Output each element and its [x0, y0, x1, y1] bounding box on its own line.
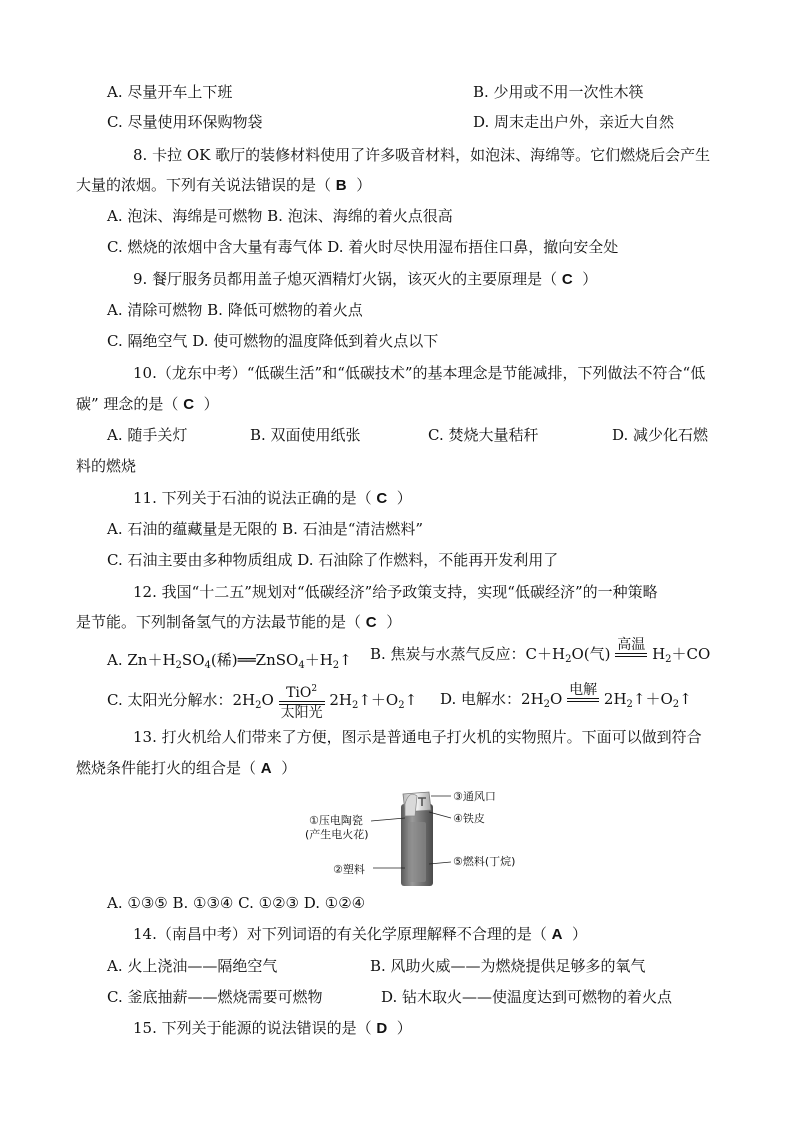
q14-option-a: A. 火上浇油——隔绝空气	[107, 957, 278, 975]
figure-label-5: ⑤燃料(丁烷)	[453, 855, 516, 868]
q11-answer: C	[376, 490, 388, 507]
q14-option-b: B. 风助火威——为燃烧提供足够多的氧气	[370, 957, 646, 975]
q13-stem-line2: 燃烧条件能打火的组合是（ A ）	[76, 759, 297, 777]
figure-label-1b: (产生电火花)	[305, 828, 369, 841]
q10-stem-line1: 10.（龙东中考）“低碳生活”和“低碳技术”的基本理念是节能减排，下列做法不符合“低	[133, 364, 706, 382]
q13-answer: A	[260, 760, 272, 777]
q7-option-a: A. 尽量开车上下班	[107, 83, 233, 101]
figure-label-3: ③通风口	[453, 790, 496, 803]
q7-option-d: D. 周末走出户外，亲近大自然	[473, 113, 675, 131]
q12-stem-line2: 是节能。下列制备氢气的方法最节能的是（ C ）	[76, 613, 402, 631]
q12-d-condition: 电解	[567, 682, 599, 718]
q14-answer: A	[551, 926, 563, 943]
q13-stem-line1: 13. 打火机给人们带来了方便，图示是普通电子打火机的实物照片。下面可以做到符合	[133, 728, 702, 746]
q12-answer: C	[365, 614, 377, 631]
figure-label-2: ②塑料	[333, 863, 365, 876]
q10-option-a: A. 随手关灯	[107, 426, 188, 444]
q11-options-ab: A. 石油的蕴藏量是无限的 B. 石油是“清洁燃料”	[107, 520, 424, 538]
lighter-figure	[305, 788, 545, 888]
q8-stem-line2: 大量的浓烟。下列有关说法错误的是（ B ）	[76, 176, 372, 194]
q13-options: A. ①③⑤ B. ①③④ C. ①②③ D. ①②④	[107, 894, 366, 912]
figure-label-1a: ①压电陶瓷	[309, 814, 363, 827]
q10-stem-line2: 碳” 理念的是（ C ）	[76, 395, 219, 413]
q10-answer: C	[183, 396, 195, 413]
q9-answer: C	[561, 271, 573, 288]
q9-options-cd: C. 隔绝空气 D. 使可燃物的温度降低到着火点以下	[107, 332, 439, 350]
q8-options-cd: C. 燃烧的浓烟中含大量有毒气体 D. 着火时尽快用湿布捂住口鼻，撤向安全处	[107, 238, 619, 256]
q9-stem: 9. 餐厅服务员都用盖子熄灭酒精灯火锅，该灭火的主要原理是（ C ）	[133, 270, 598, 288]
q10-option-d: D. 减少化石燃	[612, 426, 709, 444]
q7-option-c: C. 尽量使用环保购物袋	[107, 113, 263, 131]
q14-option-c: C. 釜底抽薪——燃烧需要可燃物	[107, 988, 323, 1006]
q12-option-a: A. $Zn+H_2SO_4$(稀)$══ZnSO_4+H_2↑$	[107, 651, 352, 671]
q8-stem-line1: 8. 卡拉 OK 歌厅的装修材料使用了许多吸音材料，如泡沫、海绵等。它们燃烧后会产生	[133, 146, 711, 164]
q10-option-d-cont: 料的燃烧	[76, 457, 137, 475]
q9-options-ab: A. 清除可燃物 B. 降低可燃物的着火点	[107, 301, 363, 319]
q12-b-condition: 高温	[615, 637, 647, 673]
q8-options-ab: A. 泡沫、海绵是可燃物 B. 泡沫、海绵的着火点很高	[107, 207, 453, 225]
q10-option-c: C. 焚烧大量秸秆	[428, 426, 539, 444]
q10-option-b: B. 双面使用纸张	[250, 426, 361, 444]
q15-answer: D	[376, 1020, 388, 1037]
figure-label-4: ④铁皮	[453, 812, 485, 825]
q14-option-d: D. 钻木取火——使温度达到可燃物的着火点	[381, 988, 673, 1006]
q15-stem: 15. 下列关于能源的说法错误的是（ D ）	[133, 1019, 412, 1037]
q7-option-b: B. 少用或不用一次性木筷	[473, 83, 644, 101]
q14-stem: 14.（南昌中考）对下列词语的有关化学原理解释不合理的是（ A ）	[133, 925, 588, 943]
q12-c-condition: TiO$^2$ 太阳光	[280, 684, 323, 721]
q8-answer: B	[335, 177, 347, 194]
q12-option-c: C. 太阳光分解水：$2H_2O$ TiO$^2$ 太阳光 $2H_2↑+O_2↑$	[107, 681, 417, 724]
q12-stem-line1: 12. 我国“十二五”规划对“低碳经济”给予政策支持，实现“低碳经济”的一种策略	[133, 583, 658, 601]
q12-option-d: D. 电解水：$2H_2O$ 电解 $2H_2↑+O_2↑$	[440, 681, 692, 723]
q11-options-cd: C. 石油主要由多种物质组成 D. 石油除了作燃料，不能再开发利用了	[107, 551, 559, 569]
q12-option-b: B. 焦炭与水蒸气反应：$C+H_2O$(气) 高温 $H_2+CO$	[370, 636, 710, 678]
q11-stem: 11. 下列关于石油的说法正确的是（ C ）	[133, 489, 412, 507]
